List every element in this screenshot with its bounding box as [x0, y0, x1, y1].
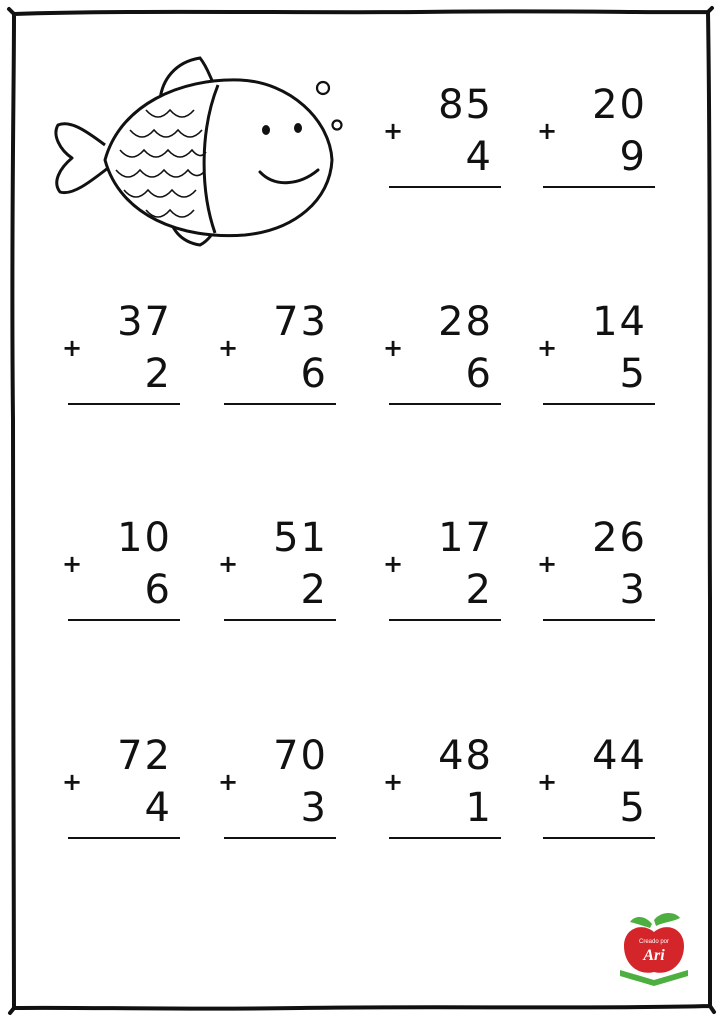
addition-problem: [62, 733, 180, 848]
plus-sign: +: [62, 768, 83, 796]
logo-line1: Creado por: [638, 939, 670, 945]
plus-sign: +: [62, 334, 83, 362]
plus-sign: +: [537, 768, 558, 796]
plus-sign: +: [537, 334, 558, 362]
answer-line: [389, 403, 501, 405]
answer-line: [68, 837, 180, 839]
bottom-addend: 6: [300, 351, 328, 397]
logo-line2: Ari: [643, 947, 665, 964]
plus-sign: +: [62, 550, 83, 578]
top-addend: 20: [592, 82, 647, 128]
creator-logo: [614, 910, 694, 988]
bottom-addend: 2: [144, 351, 172, 397]
plus-sign: +: [383, 117, 404, 145]
addition-problem: [218, 299, 336, 414]
addition-problem: [537, 299, 655, 414]
plus-sign: +: [537, 550, 558, 578]
bottom-addend: 4: [144, 785, 172, 831]
addition-problem: [383, 82, 501, 197]
top-addend: 44: [592, 733, 647, 779]
bottom-addend: 6: [144, 567, 172, 613]
addition-problem: [537, 82, 655, 197]
answer-line: [68, 619, 180, 621]
answer-line: [224, 619, 336, 621]
plus-sign: +: [218, 550, 239, 578]
fish-illustration-icon: [50, 50, 360, 255]
bottom-addend: 6: [465, 351, 493, 397]
top-addend: 85: [438, 82, 493, 128]
bottom-addend: 3: [300, 785, 328, 831]
plus-sign: +: [218, 768, 239, 796]
answer-line: [224, 403, 336, 405]
bottom-addend: 9: [619, 134, 647, 180]
top-addend: 10: [117, 515, 172, 561]
addition-problem: [218, 733, 336, 848]
answer-line: [389, 837, 501, 839]
bottom-addend: 5: [619, 785, 647, 831]
addition-problem: [62, 515, 180, 630]
bottom-addend: 2: [465, 567, 493, 613]
bottom-addend: 5: [619, 351, 647, 397]
bottom-addend: 3: [619, 567, 647, 613]
top-addend: 17: [438, 515, 493, 561]
top-addend: 70: [273, 733, 328, 779]
top-addend: 14: [592, 299, 647, 345]
top-addend: 48: [438, 733, 493, 779]
addition-problem: [537, 515, 655, 630]
plus-sign: +: [383, 334, 404, 362]
answer-line: [543, 403, 655, 405]
top-addend: 37: [117, 299, 172, 345]
addition-problem: [383, 299, 501, 414]
top-addend: 28: [438, 299, 493, 345]
addition-problem: [218, 515, 336, 630]
answer-line: [389, 186, 501, 188]
answer-line: [68, 403, 180, 405]
answer-line: [224, 837, 336, 839]
addition-problem: [537, 733, 655, 848]
answer-line: [543, 619, 655, 621]
plus-sign: +: [218, 334, 239, 362]
addition-problem: [383, 733, 501, 848]
top-addend: 51: [273, 515, 328, 561]
bottom-addend: 1: [465, 785, 493, 831]
top-addend: 26: [592, 515, 647, 561]
answer-line: [389, 619, 501, 621]
top-addend: 73: [273, 299, 328, 345]
plus-sign: +: [537, 117, 558, 145]
addition-problem: [62, 299, 180, 414]
bottom-addend: 2: [300, 567, 328, 613]
top-addend: 72: [117, 733, 172, 779]
answer-line: [543, 837, 655, 839]
addition-problem: [383, 515, 501, 630]
plus-sign: +: [383, 550, 404, 578]
plus-sign: +: [383, 768, 404, 796]
answer-line: [543, 186, 655, 188]
bottom-addend: 4: [465, 134, 493, 180]
